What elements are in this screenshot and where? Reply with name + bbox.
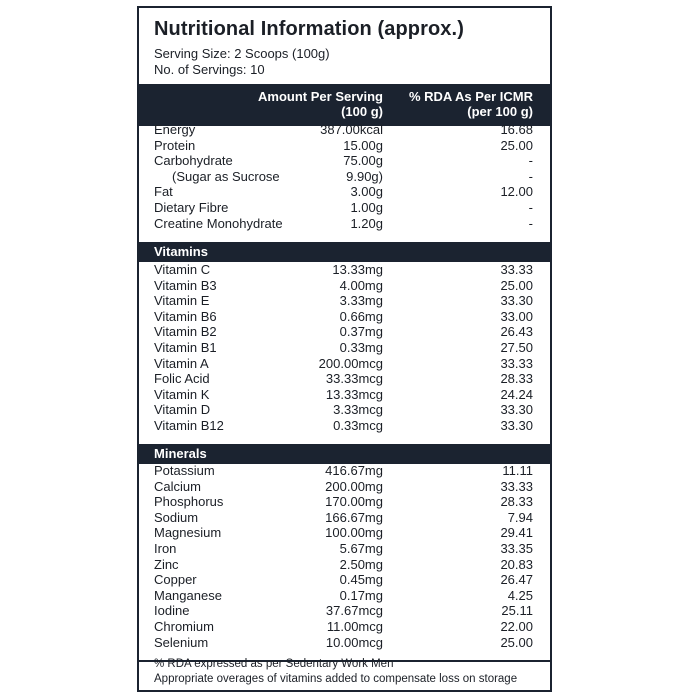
nutrient-rda: 11.11 — [502, 463, 533, 478]
nutrient-amount: 200.00mcg — [318, 355, 383, 371]
vitamins-section-bar — [139, 242, 550, 262]
nutrient-rda: 7.94 — [507, 509, 533, 525]
nutrient-name: Energy — [154, 122, 196, 137]
nutrient-rda: 25.11 — [501, 603, 533, 619]
vitamins-list — [139, 262, 550, 434]
nutrient-name: Vitamin K — [154, 386, 210, 402]
nutrient-row — [139, 153, 550, 169]
nutrient-rda: 33.35 — [500, 540, 533, 556]
nutrient-rda: 33.33 — [500, 478, 533, 494]
nutrient-amount: 75.00g — [343, 153, 383, 169]
nutrient-row — [139, 356, 550, 372]
nutrient-amount: 5.67mg — [339, 540, 383, 556]
nutrient-row — [139, 588, 550, 604]
nutrient-row — [139, 324, 550, 340]
nutrient-amount: 100.00mg — [325, 525, 383, 541]
nutrient-name: Folic Acid — [154, 371, 210, 387]
footnote-rda: % RDA expressed as per Sedentary Work Men — [154, 658, 394, 670]
nutrient-row — [139, 293, 550, 309]
vitamins-heading: Vitamins — [154, 244, 208, 259]
nutrient-rda: 25.00 — [500, 277, 533, 293]
nutrient-name: Manganese — [154, 587, 222, 603]
nutrient-amount: 416.67mg — [325, 463, 383, 478]
nutrient-rda: 24.24 — [500, 386, 533, 402]
nutrient-row — [139, 169, 550, 185]
nutrient-row — [139, 572, 550, 588]
nutrient-name: Phosphorus — [154, 494, 224, 510]
nutrient-name: Creatine Monohydrate — [154, 215, 283, 231]
nutrient-amount: 13.33mg — [332, 262, 383, 277]
nutrient-rda: 4.25 — [507, 587, 533, 603]
nutrient-amount: 0.37mg — [339, 324, 383, 340]
nutrient-amount: 3.00g — [350, 184, 383, 200]
nutrient-name: Vitamin E — [154, 293, 210, 309]
nutrient-rda: 12.00 — [500, 184, 533, 200]
nutrient-row — [139, 387, 550, 403]
nutrient-rda: - — [528, 168, 533, 184]
nutrient-amount: 387.00kcal — [320, 122, 383, 137]
nutrient-row — [139, 138, 550, 154]
nutrient-name: Vitamin C — [154, 262, 211, 277]
nutrient-rda: 28.33 — [500, 494, 533, 510]
nutrient-name: Vitamin B3 — [154, 277, 217, 293]
nutrient-amount: 1.20g — [350, 215, 383, 231]
nutrient-name: Zinc — [154, 556, 179, 572]
nutrient-row — [139, 635, 550, 651]
footnote-overages: Appropriate overages of vitamins added to compensate loss on storage — [154, 673, 518, 685]
nutrient-rda: 16.68 — [500, 122, 533, 137]
nutrient-name: Vitamin B1 — [154, 339, 217, 355]
nutrient-amount: 0.66mg — [339, 308, 383, 324]
nutrient-row — [139, 619, 550, 635]
nutrient-amount: 0.33mcg — [333, 417, 383, 433]
nutrient-rda: 26.47 — [500, 572, 533, 588]
nutrient-row — [139, 557, 550, 573]
nutrient-row — [139, 340, 550, 356]
nutrient-amount: 9.90g) — [346, 168, 383, 184]
nutrient-rda: - — [528, 215, 533, 231]
nutrient-name: Vitamin B2 — [154, 324, 217, 340]
nutrient-amount: 33.33mcg — [325, 371, 383, 387]
nutrient-name: Potassium — [154, 463, 215, 478]
nutrient-row — [139, 603, 550, 619]
nutrient-name: Vitamin A — [154, 355, 209, 371]
panel-title: Nutritional Information (approx.) — [154, 18, 464, 40]
nutrient-name: Vitamin B12 — [154, 417, 224, 433]
nutrient-rda: 22.00 — [500, 618, 533, 634]
nutrient-name: Iron — [154, 540, 177, 556]
nutrient-row — [139, 278, 550, 294]
nutrient-rda: 26.43 — [500, 324, 533, 340]
nutrient-amount: 3.33mcg — [333, 402, 383, 418]
nutrient-row — [139, 309, 550, 325]
nutrient-name: Calcium — [154, 478, 201, 494]
nutrient-row — [139, 510, 550, 526]
servings-count: No. of Servings: 10 — [154, 62, 265, 77]
nutrient-rda: 33.30 — [500, 402, 533, 418]
nutrient-row — [139, 525, 550, 541]
minerals-heading: Minerals — [154, 446, 207, 461]
nutrient-name: Carbohydrate — [154, 153, 233, 169]
nutrient-rda: 33.33 — [500, 355, 533, 371]
nutrient-row — [139, 371, 550, 387]
nutrient-rda: 25.00 — [500, 137, 533, 153]
nutrient-name: Iodine — [154, 603, 190, 619]
nutrient-rda: 33.33 — [500, 262, 533, 277]
nutrition-panel — [137, 6, 552, 692]
nutrient-name: Vitamin D — [154, 402, 211, 418]
rda-column-header — [409, 89, 533, 119]
nutrient-amount: 11.00mcg — [326, 618, 383, 634]
nutrient-amount: 2.50mg — [339, 556, 383, 572]
nutrient-row — [139, 200, 550, 216]
minerals-section-bar — [139, 444, 550, 464]
nutrient-rda: 33.00 — [500, 308, 533, 324]
nutrient-row — [139, 541, 550, 557]
nutrient-row — [139, 122, 550, 138]
nutrient-rda: - — [528, 153, 533, 169]
macros-list — [139, 122, 550, 231]
rda-header-line2: (per 100 g) — [467, 104, 533, 119]
nutrient-row — [139, 262, 550, 278]
minerals-list — [139, 463, 550, 650]
nutrient-name: (Sugar as Sucrose — [172, 168, 280, 184]
nutrient-name: Copper — [154, 572, 197, 588]
amount-header-line1: Amount Per Serving — [258, 89, 383, 104]
nutrient-amount: 166.67mg — [325, 509, 383, 525]
nutrient-name: Chromium — [154, 618, 214, 634]
nutrient-rda: 27.50 — [500, 339, 533, 355]
nutrient-amount: 200.00mg — [325, 478, 383, 494]
nutrient-rda: 33.30 — [500, 417, 533, 433]
nutrient-rda: 20.83 — [500, 556, 533, 572]
nutrient-amount: 10.00mcg — [325, 634, 383, 650]
column-header-bar — [139, 84, 550, 126]
nutrient-row — [139, 494, 550, 510]
nutrient-amount: 0.45mg — [339, 572, 383, 588]
nutrient-row — [139, 402, 550, 418]
nutrient-name: Selenium — [154, 634, 209, 650]
nutrient-amount: 3.33mg — [339, 293, 383, 309]
nutrient-amount: 37.67mcg — [325, 603, 383, 619]
serving-size: Serving Size: 2 Scoops (100g) — [154, 46, 330, 61]
nutrient-name: Dietary Fibre — [154, 199, 229, 215]
rda-header-line1: % RDA As Per ICMR — [408, 89, 533, 104]
nutrient-row — [139, 184, 550, 200]
nutrient-amount: 15.00g — [343, 137, 383, 153]
nutrient-amount: 170.00mg — [325, 494, 383, 510]
amount-column-header — [258, 89, 383, 119]
nutrient-amount: 4.00mg — [339, 277, 383, 293]
amount-header-line2: (100 g) — [341, 104, 383, 119]
nutrient-row — [139, 463, 550, 479]
nutrient-row — [139, 216, 550, 232]
nutrient-name: Vitamin B6 — [154, 308, 217, 324]
nutrient-amount: 0.17mg — [339, 587, 383, 603]
nutrient-rda: 29.41 — [500, 525, 533, 541]
nutrient-row — [139, 479, 550, 495]
nutrient-amount: 1.00g — [350, 199, 383, 215]
nutrient-amount: 13.33mcg — [325, 386, 383, 402]
nutrient-name: Magnesium — [154, 525, 222, 541]
nutrient-rda: - — [528, 199, 533, 215]
nutrient-rda: 25.00 — [500, 634, 533, 650]
nutrient-name: Sodium — [154, 509, 199, 525]
nutrient-name: Fat — [154, 184, 173, 200]
nutrient-amount: 0.33mg — [339, 339, 383, 355]
nutrient-rda: 33.30 — [500, 293, 533, 309]
nutrient-rda: 28.33 — [500, 371, 533, 387]
nutrient-name: Protein — [154, 137, 196, 153]
nutrient-row — [139, 418, 550, 434]
